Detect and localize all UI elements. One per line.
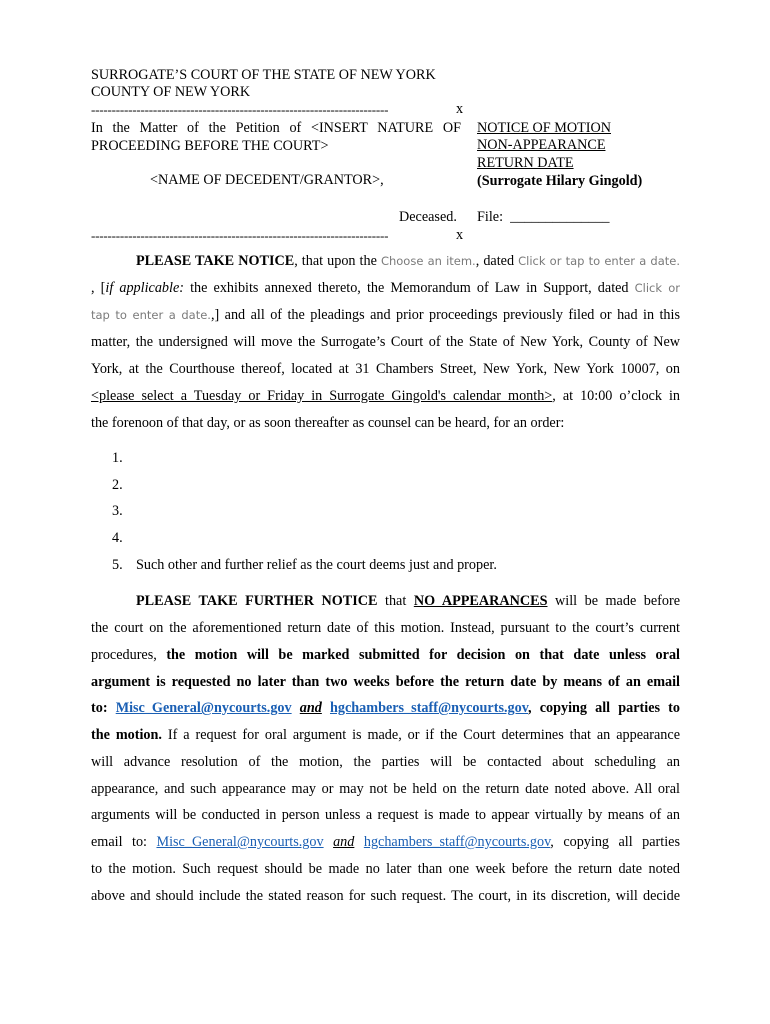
paragraph-1-line-6 bbox=[91, 383, 680, 410]
calendar-date-placeholder[interactable]: <please select a Tuesday or Friday in Surrogate Gingold's calendar month> bbox=[91, 388, 553, 404]
if-applicable: if applicable: bbox=[105, 280, 184, 296]
text-run: will be made before bbox=[547, 593, 680, 609]
please-take-further-notice: PLEASE TAKE FURTHER NOTICE bbox=[136, 593, 378, 609]
caption-divider-bottom bbox=[91, 229, 463, 243]
paragraph-2-line-7: will advance resolution of the motion, the parties will be contacted about scheduling an bbox=[91, 754, 680, 770]
paragraph-1-line-7: the forenoon of that day, or as soon thereafter as counsel can be heard, for an order: bbox=[91, 415, 565, 431]
paragraph-2-line-6 bbox=[91, 722, 680, 749]
deceased-label: Deceased. bbox=[399, 209, 457, 225]
file-number bbox=[477, 209, 609, 226]
paragraph-2-line-8: appearance, and such appearance may or may not be held on the return date noted above. All oral bbox=[91, 781, 680, 797]
divider-dashes: ------------------------------------------------------------------------ bbox=[91, 103, 389, 117]
bold-text: the motion. bbox=[91, 727, 162, 743]
paragraph-2-line-12: above and should include the stated reason for such request. The court, in its discretion, will decide bbox=[91, 888, 680, 904]
hgchambers-email-link-2[interactable]: hgchambers_staff@nycourts.gov bbox=[363, 834, 551, 850]
date-picker-field[interactable]: Click or tap to enter a date. bbox=[518, 254, 680, 268]
order-item-3: 3. bbox=[112, 503, 123, 519]
paragraph-2-line-2: the court on the aforementioned return date of this motion. Instead, pursuant to the court’s current bbox=[91, 620, 680, 636]
paragraph-2-line-9: arguments will be conducted in person unless a request is made to appear virtually by means of an bbox=[91, 807, 680, 823]
caption-divider-top bbox=[91, 103, 463, 117]
surrogate-name: (Surrogate Hilary Gingold) bbox=[477, 173, 643, 189]
non-appearance-title: NON-APPEARANCE bbox=[477, 137, 606, 153]
decedent-name: <NAME OF DECEDENT/GRANTOR>, bbox=[150, 172, 384, 188]
paragraph-1-line-3 bbox=[91, 302, 680, 329]
text-run: , dated bbox=[475, 253, 519, 269]
bold-text: the motion will be marked submitted for decision on that date unless oral bbox=[166, 647, 680, 663]
file-number-field[interactable]: ______________ bbox=[510, 209, 610, 225]
paragraph-2-line-3 bbox=[91, 642, 680, 669]
order-item-5: 5. bbox=[112, 557, 123, 573]
order-item-5-text: Such other and further relief as the court deems just and proper. bbox=[136, 557, 497, 573]
text-run: , at 10:00 o’clock in bbox=[552, 388, 680, 404]
memorandum-date-field-cont[interactable]: tap to enter a date. bbox=[91, 308, 211, 322]
text-run: email to: bbox=[91, 834, 157, 850]
paragraph-1-line-5: York, at the Courthouse thereof, located at 31 Chambers Street, New York, New York 10007, on bbox=[91, 361, 680, 377]
and-text: and bbox=[299, 700, 322, 716]
court-name-line: SURROGATE’S COURT OF THE STATE OF NEW YORK bbox=[91, 67, 436, 83]
matter-text: In the Matter of the Petition of <INSERT NATURE OF PROCEEDING BEFORE THE COURT> bbox=[91, 120, 461, 154]
text-run: If a request for oral argument is made, or if the Court determines that an appearance bbox=[161, 727, 680, 743]
choose-item-field[interactable]: Choose an item. bbox=[380, 254, 476, 268]
order-item-4: 4. bbox=[112, 530, 123, 546]
text-run: that bbox=[377, 593, 414, 609]
paragraph-2-line-5 bbox=[91, 695, 680, 722]
text-run: , copying all parties bbox=[550, 834, 680, 850]
paragraph-1-line-4: matter, the undersigned will move the Surrogate’s Court of the State of New York, County of New bbox=[91, 334, 680, 350]
no-appearances: NO APPEARANCES bbox=[413, 593, 548, 609]
text-run: the exhibits annexed thereto, the Memorandum of Law in Support, dated bbox=[183, 280, 635, 296]
county-line: COUNTY OF NEW YORK bbox=[91, 84, 251, 100]
file-label: File: bbox=[477, 209, 504, 225]
paragraph-1-line-2 bbox=[91, 275, 680, 302]
memorandum-date-field[interactable]: Click or bbox=[634, 281, 681, 295]
text-run: , [ bbox=[91, 280, 106, 296]
paragraph-1-line-1 bbox=[91, 248, 680, 275]
paragraph-2-line-10 bbox=[91, 829, 680, 856]
divider-x-top: x bbox=[456, 101, 464, 117]
notice-of-motion-title: NOTICE OF MOTION bbox=[477, 120, 611, 136]
text-run: to: bbox=[91, 700, 116, 716]
text-run: , that upon the bbox=[294, 253, 381, 269]
hgchambers-email-link[interactable]: hgchambers_staff@nycourts.gov bbox=[329, 700, 529, 716]
paragraph-2-line-1 bbox=[91, 588, 680, 615]
text-run: procedures, bbox=[91, 647, 167, 663]
order-item-1: 1. bbox=[112, 450, 123, 466]
divider-dashes: ------------------------------------------------------------------------ bbox=[91, 229, 389, 243]
please-take-notice: PLEASE TAKE NOTICE bbox=[136, 253, 295, 269]
misc-general-email-link-2[interactable]: Misc_General@nycourts.gov bbox=[156, 834, 324, 850]
paragraph-2-line-4: argument is requested no later than two weeks before the return date by means of an email bbox=[91, 674, 680, 690]
paragraph-2-line-11: to the motion. Such request should be made no later than one week before the return date noted bbox=[91, 861, 680, 877]
and-text-2: and bbox=[333, 834, 355, 850]
return-date-title: RETURN DATE bbox=[477, 155, 574, 171]
order-item-2: 2. bbox=[112, 477, 123, 493]
divider-x-bottom: x bbox=[456, 227, 464, 243]
text-run: , copying all parties to bbox=[528, 700, 680, 716]
text-run: ,] and all of the pleadings and prior proceedings previously filed or had in this bbox=[210, 307, 680, 323]
misc-general-email-link[interactable]: Misc_General@nycourts.gov bbox=[115, 700, 292, 716]
